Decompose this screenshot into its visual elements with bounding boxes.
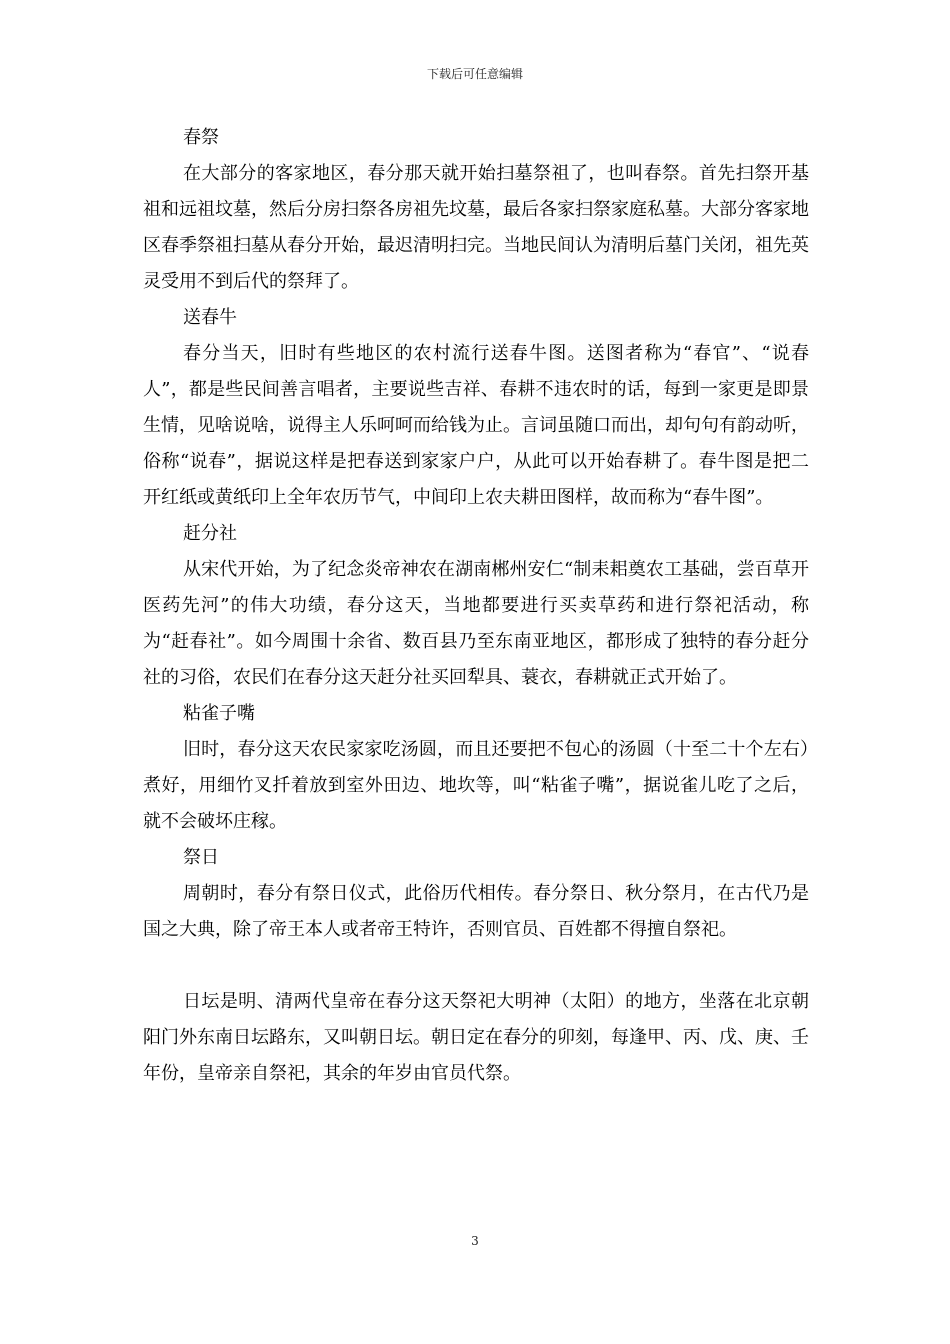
section-body-jiri: 周朝时，春分有祭日仪式，此俗历代相传。春分祭日、秋分祭月，在古代乃是国之大典，除了帝王本人或者帝王特许，否则官员、百姓都不得擅自祭祀。 bbox=[143, 883, 809, 940]
document-body bbox=[143, 120, 809, 1092]
section-title-zhanquezizui: 粘雀子嘴 bbox=[183, 703, 255, 724]
section-body-ganfenshe: 从宋代开始，为了纪念炎帝神农在湖南郴州安仁“制耒耜奠农工基础，尝百草开医药先河”的伟大功绩，春分这天，当地都要进行买卖草药和进行祭祀活动，称为“赶春社”。如今周围十余省、数百县乃至东南亚地区，都形成了独特的春分赶分社的习俗，农民们在春分这天赶分社买回犁具、蓑衣，春耕就正式开始了。 bbox=[143, 559, 809, 688]
paragraph-gap bbox=[143, 948, 809, 984]
section-body-chunji: 在大部分的客家地区，春分那天就开始扫墓祭祖了，也叫春祭。首先扫祭开基祖和远祖坟墓，然后分房扫祭各房祖先坟墓，最后各家扫祭家庭私墓。大部分客家地区春季祭祖扫墓从春分开始，最迟清明扫完。当地民间认为清明后墓门关闭，祖先英灵受用不到后代的祭拜了。 bbox=[143, 163, 809, 292]
section-title-jiri: 祭日 bbox=[183, 847, 219, 868]
page-number: 3 bbox=[471, 1234, 479, 1248]
section-body-songchunniu: 春分当天，旧时有些地区的农村流行送春牛图。送图者称为“春官”、“说春人”，都是些民间善言唱者，主要说些吉祥、春耕不违农时的话，每到一家更是即景生情，见啥说啥，说得主人乐呵呵而给钱为止。言词虽随口而出，却句句有韵动听，俗称“说春”，据说这样是把春送到家家户户，从此可以开始春耕了。春牛图是把二开红纸或黄纸印上全年农历节气，中间印上农夫耕田图样，故而称为“春牛图”。 bbox=[143, 343, 809, 508]
section-body-ritan: 日坛是明、清两代皇帝在春分这天祭祀大明神（太阳）的地方，坐落在北京朝阳门外东南日坛路东，又叫朝日坛。朝日定在春分的卯刻，每逢甲、丙、戊、庚、壬年份，皇帝亲自祭祀，其余的年岁由官员代祭。 bbox=[143, 991, 809, 1084]
page-header: 下载后可任意编辑 bbox=[426, 67, 523, 81]
section-body-zhanquezizui: 旧时，春分这天农民家家吃汤圆，而且还要把不包心的汤圆（十至二十个左右）煮好，用细竹叉扦着放到室外田边、地坎等，叫“粘雀子嘴”，据说雀儿吃了之后，就不会破坏庄稼。 bbox=[143, 739, 809, 832]
section-title-songchunniu: 送春牛 bbox=[183, 307, 237, 328]
section-title-chunji: 春祭 bbox=[183, 127, 219, 148]
section-title-ganfenshe: 赶分社 bbox=[183, 523, 237, 544]
